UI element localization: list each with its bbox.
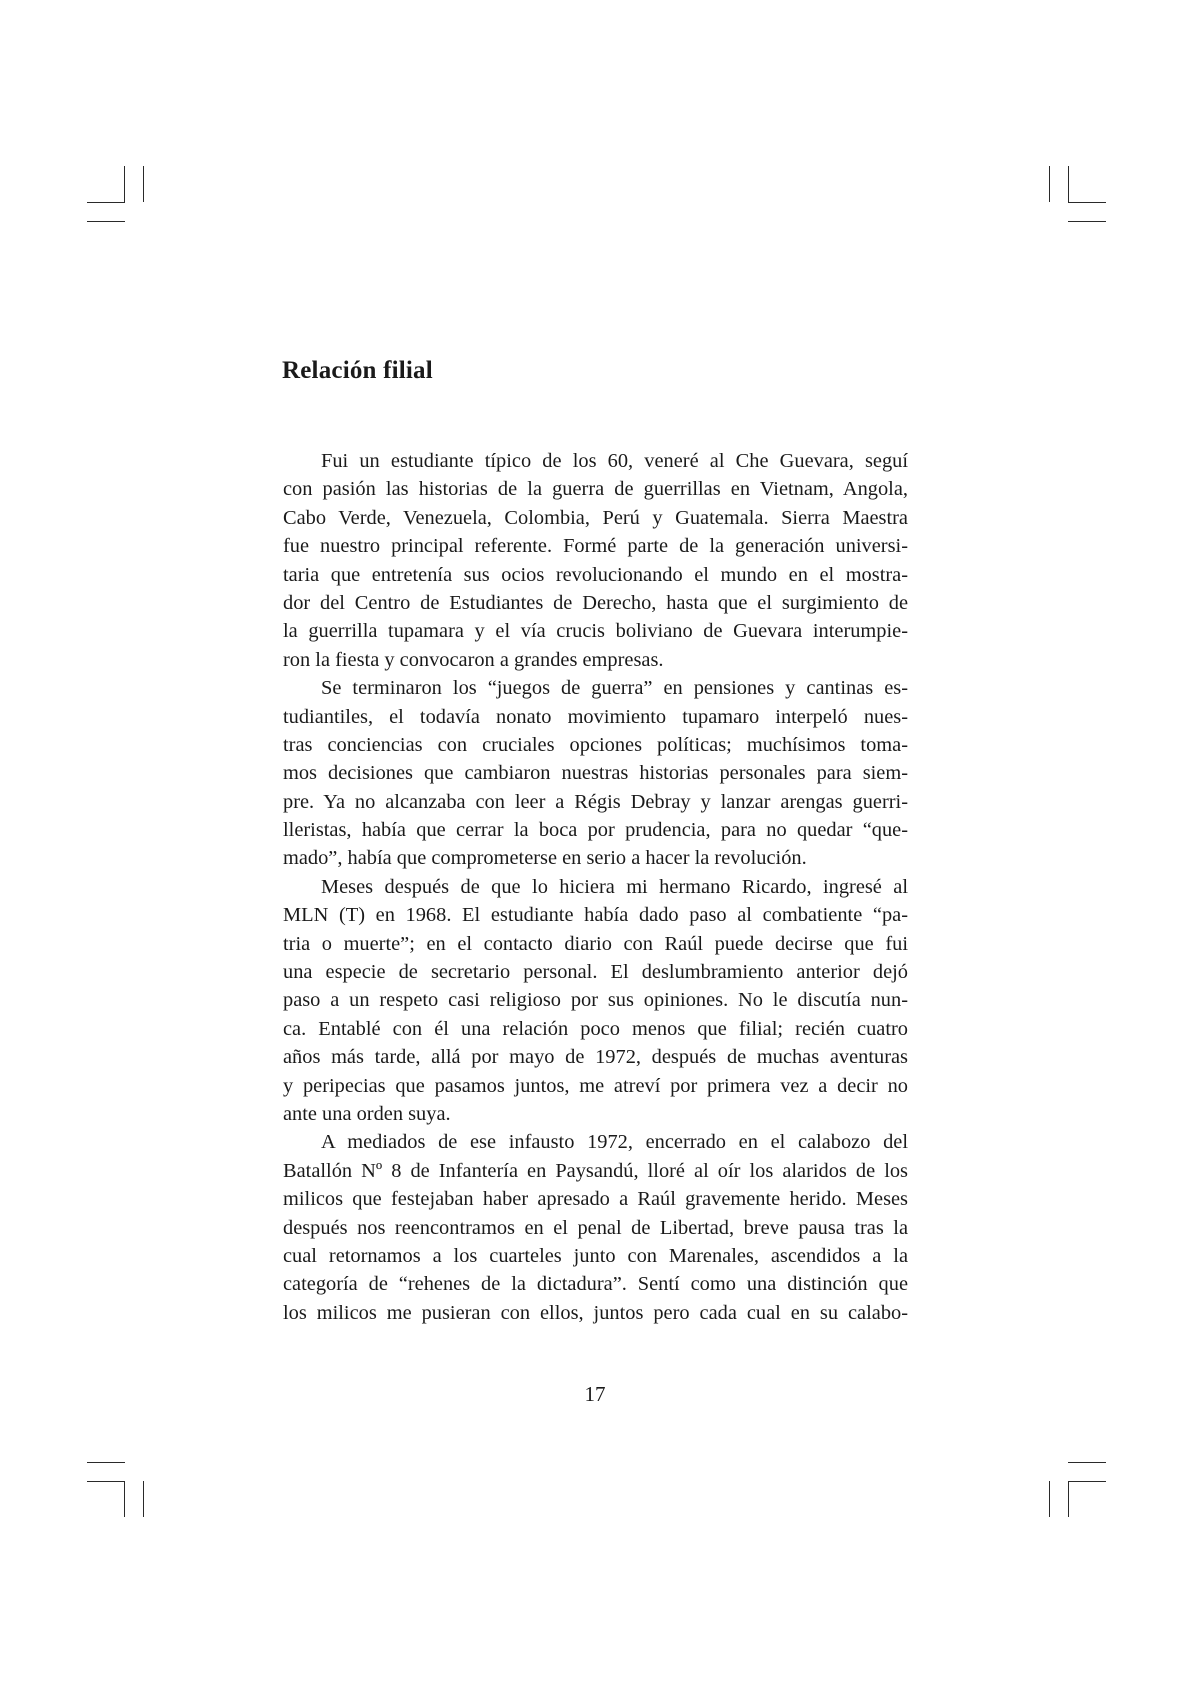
text-line: ron la fiesta y convocaron a grandes empresas. bbox=[283, 648, 664, 671]
crop-mark-top-right-horizontal-upper bbox=[1068, 202, 1106, 203]
text-line: cual retornamos a los cuarteles junto con Marenales, ascendidos a la bbox=[283, 1244, 908, 1267]
text-line: la guerrilla tupamara y el vía crucis boliviano de Guevara interumpie- bbox=[283, 620, 908, 643]
crop-mark-bottom-left-vertical-outer bbox=[143, 1481, 144, 1517]
page-number: 17 bbox=[584, 1382, 606, 1406]
text-line: paso a un respeto casi religioso por sus opiniones. No le discutía nun- bbox=[283, 989, 908, 1012]
text-line: años más tarde, allá por mayo de 1972, después de muchas aventuras bbox=[283, 1046, 908, 1069]
crop-mark-top-left-horizontal-lower bbox=[87, 221, 125, 222]
crop-mark-top-right-vertical-inner bbox=[1068, 166, 1069, 202]
text-line: tria o muerte”; en el contacto diario con Raúl puede decirse que fui bbox=[283, 932, 908, 955]
text-line: milicos que festejaban haber apresado a Raúl gravemente herido. Meses bbox=[283, 1188, 908, 1211]
text-line: A mediados de ese infausto 1972, encerrado en el calabozo del bbox=[321, 1131, 908, 1154]
text-line: Fui un estudiante típico de los 60, veneré al Che Guevara, seguí bbox=[321, 450, 908, 472]
crop-mark-bottom-left-horizontal-lower bbox=[87, 1481, 125, 1482]
text-line: dor del Centro de Estudiantes de Derecho, hasta que el surgimiento de bbox=[283, 591, 908, 614]
text-line: mos decisiones que cambiaron nuestras historias personales para siem- bbox=[283, 762, 908, 785]
crop-mark-bottom-right-vertical-outer bbox=[1049, 1481, 1050, 1517]
text-line: ca. Entablé con él una relación poco menos que filial; recién cuatro bbox=[283, 1017, 908, 1040]
paragraph-1 bbox=[283, 447, 908, 674]
crop-mark-bottom-left-horizontal-upper bbox=[87, 1462, 125, 1463]
body-text bbox=[283, 447, 908, 1327]
text-line: Batallón Nº 8 de Infantería en Paysandú, lloré al oír los alaridos de los bbox=[283, 1159, 908, 1182]
text-line: Meses después de que lo hiciera mi hermano Ricardo, ingresé al bbox=[321, 875, 908, 898]
text-line: con pasión las historias de la guerra de guerrillas en Vietnam, Angola, bbox=[283, 478, 908, 501]
crop-mark-top-left-vertical-outer bbox=[143, 166, 144, 202]
text-line: categoría de “rehenes de la dictadura”. Sentí como una distinción que bbox=[283, 1273, 908, 1296]
paragraph-3 bbox=[283, 873, 908, 1129]
text-line: una especie de secretario personal. El deslumbramiento anterior dejó bbox=[283, 961, 908, 984]
chapter-title: Relación filial bbox=[282, 357, 433, 384]
crop-mark-top-right-vertical-outer bbox=[1049, 166, 1050, 202]
crop-mark-bottom-right-horizontal-upper bbox=[1068, 1462, 1106, 1463]
crop-mark-bottom-right-vertical-inner bbox=[1068, 1481, 1069, 1517]
crop-mark-bottom-right-horizontal-lower bbox=[1068, 1481, 1106, 1482]
text-line: Se terminaron los “juegos de guerra” en pensiones y cantinas es- bbox=[321, 677, 908, 700]
text-line: pre. Ya no alcanzaba con leer a Régis Debray y lanzar arengas guerri- bbox=[283, 790, 908, 813]
text-line: MLN (T) en 1968. El estudiante había dado paso al combatiente “pa- bbox=[283, 904, 908, 927]
text-line: los milicos me pusieran con ellos, juntos pero cada cual en su calabo- bbox=[283, 1301, 908, 1324]
text-line: taria que entretenía sus ocios revolucionando el mundo en el mostra- bbox=[283, 563, 908, 586]
crop-mark-top-left-vertical-inner bbox=[124, 166, 125, 202]
crop-mark-top-right-horizontal-lower bbox=[1068, 221, 1106, 222]
text-line: ante una orden suya. bbox=[283, 1102, 451, 1125]
crop-mark-top-left-horizontal-upper bbox=[87, 202, 125, 203]
text-line: lleristas, había que cerrar la boca por prudencia, para no quedar “que- bbox=[283, 819, 908, 842]
text-line: tras conciencias con cruciales opciones políticas; muchísimos toma- bbox=[283, 733, 908, 756]
text-line: después nos reencontramos en el penal de Libertad, breve pausa tras la bbox=[283, 1216, 908, 1239]
text-line: mado”, había que comprometerse en serio a hacer la revolución. bbox=[283, 847, 807, 870]
text-line: y peripecias que pasamos juntos, me atreví por primera vez a decir no bbox=[283, 1074, 908, 1097]
text-line: fue nuestro principal referente. Formé parte de la generación universi- bbox=[283, 535, 908, 558]
crop-mark-bottom-left-vertical-inner bbox=[124, 1481, 125, 1517]
paragraph-2 bbox=[283, 674, 908, 873]
paragraph-4 bbox=[283, 1128, 908, 1327]
text-line: Cabo Verde, Venezuela, Colombia, Perú y Guatemala. Sierra Maestra bbox=[283, 506, 908, 529]
text-line: tudiantiles, el todavía nonato movimiento tupamaro interpeló nues- bbox=[283, 705, 908, 728]
